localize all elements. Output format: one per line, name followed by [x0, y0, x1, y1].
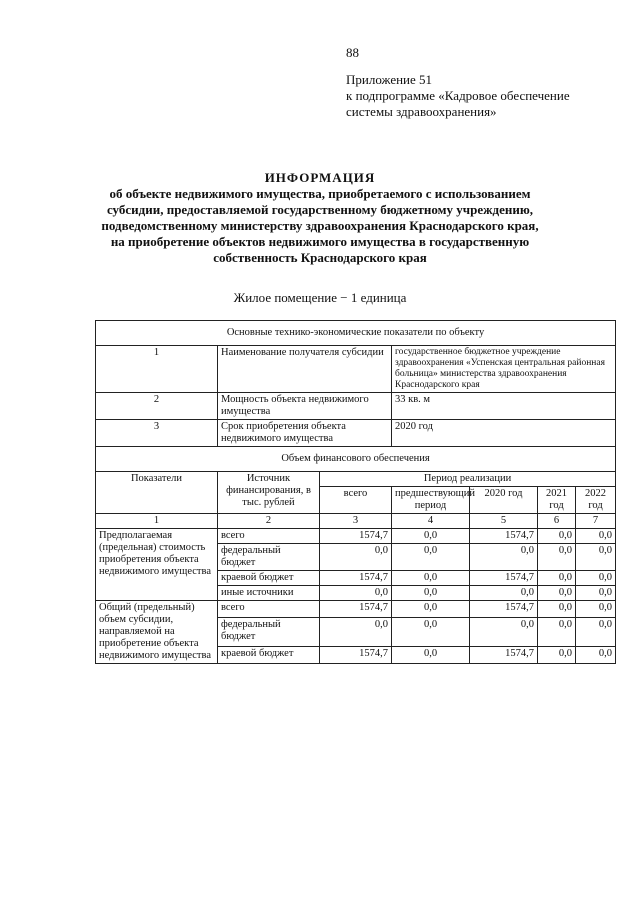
finance-row — [96, 529, 616, 544]
finance-2022: 0,0 — [576, 586, 616, 601]
finance-total: 1574,7 — [320, 529, 392, 544]
indicator-value: государственное бюджетное учреждение здравоохранения «Успенская центральная районная больница» министерства здравоохранения Краснодарского края — [392, 346, 616, 393]
column-number: 1 — [96, 514, 218, 529]
header-indicators: Показатели — [96, 472, 218, 514]
finance-total: 1574,7 — [320, 571, 392, 586]
indicator-row — [96, 393, 616, 420]
title-line: об объекте недвижимого имущества, приобретаемого с использованием — [109, 186, 531, 201]
column-number: 7 — [576, 514, 616, 529]
finance-total: 0,0 — [320, 586, 392, 601]
finance-2020: 1574,7 — [470, 647, 538, 664]
title-line: подведомственному министерству здравоохранения Краснодарского края, — [101, 218, 539, 233]
column-numbers-row — [96, 514, 616, 529]
title-line: субсидии, предоставляемой государственному бюджетному учреждению, — [106, 202, 534, 217]
finance-previous: 0,0 — [392, 601, 470, 618]
finance-total: 0,0 — [320, 544, 392, 571]
indicator-number: 3 — [96, 420, 218, 447]
finance-2022: 0,0 — [576, 544, 616, 571]
indicator-name: Срок приобретения объекта недвижимого имущества — [218, 420, 392, 447]
appendix-line: системы здравоохранения» — [346, 104, 497, 119]
finance-source: всего — [218, 601, 320, 618]
page-number: 88 — [346, 45, 359, 60]
indicator-number: 2 — [96, 393, 218, 420]
header-2022: 2022 год — [576, 487, 616, 514]
appendix-line: к подпрограмме «Кадровое обеспечение — [346, 88, 570, 103]
finance-2020: 0,0 — [470, 544, 538, 571]
finance-2021: 0,0 — [538, 601, 576, 618]
column-number: 4 — [392, 514, 470, 529]
finance-2020: 1574,7 — [470, 529, 538, 544]
header-previous: предшествующий период — [392, 487, 470, 514]
title-line: на приобретение объектов недвижимого имущества в государственную — [110, 234, 530, 249]
header-source: Источник финансирования, в тыс. рублей — [218, 472, 320, 514]
indicator-row — [96, 420, 616, 447]
column-number: 2 — [218, 514, 320, 529]
info-table — [95, 320, 616, 664]
finance-group-label: Общий (предельный) объем субсидии, направляемой на приобретение объекта недвижимого имущества — [96, 601, 218, 664]
header-period: Период реализации — [320, 472, 616, 487]
finance-source: иные источники — [218, 586, 320, 601]
section-header-finance: Объем финансового обеспечения — [96, 447, 616, 472]
finance-2020: 1574,7 — [470, 601, 538, 618]
finance-source: федеральный бюджет — [218, 617, 320, 647]
finance-2020: 0,0 — [470, 586, 538, 601]
title-line: собственность Краснодарского края — [213, 250, 427, 265]
finance-2021: 0,0 — [538, 647, 576, 664]
section-header-indicators: Основные технико-экономические показатели по объекту — [96, 321, 616, 346]
finance-previous: 0,0 — [392, 647, 470, 664]
header-2020: 2020 год — [470, 487, 538, 514]
indicator-value: 33 кв. м — [392, 393, 616, 420]
finance-source: краевой бюджет — [218, 571, 320, 586]
finance-2021: 0,0 — [538, 544, 576, 571]
finance-body — [96, 529, 616, 664]
indicator-row — [96, 346, 616, 393]
appendix-line: Приложение 51 — [346, 72, 433, 87]
finance-source: краевой бюджет — [218, 647, 320, 664]
finance-2022: 0,0 — [576, 571, 616, 586]
column-number: 6 — [538, 514, 576, 529]
finance-total: 0,0 — [320, 617, 392, 647]
document-title — [70, 170, 570, 266]
indicator-value: 2020 год — [392, 420, 616, 447]
finance-2020: 0,0 — [470, 617, 538, 647]
finance-2021: 0,0 — [538, 529, 576, 544]
indicator-number: 1 — [96, 346, 218, 393]
finance-2022: 0,0 — [576, 601, 616, 618]
finance-2022: 0,0 — [576, 529, 616, 544]
finance-source: федеральный бюджет — [218, 544, 320, 571]
indicator-name: Мощность объекта недвижимого имущества — [218, 393, 392, 420]
finance-2021: 0,0 — [538, 571, 576, 586]
column-number: 5 — [470, 514, 538, 529]
finance-total: 1574,7 — [320, 647, 392, 664]
title-main: ИНФОРМАЦИЯ — [264, 170, 376, 185]
finance-group-label: Предполагаемая (предельная) стоимость приобретения объекта недвижимого имущества — [96, 529, 218, 601]
finance-previous: 0,0 — [392, 529, 470, 544]
finance-previous: 0,0 — [392, 571, 470, 586]
finance-total: 1574,7 — [320, 601, 392, 618]
finance-2021: 0,0 — [538, 617, 576, 647]
header-2021: 2021 год — [538, 487, 576, 514]
finance-2022: 0,0 — [576, 647, 616, 664]
header-total: всего — [320, 487, 392, 514]
finance-previous: 0,0 — [392, 544, 470, 571]
indicator-name: Наименование получателя субсидии — [218, 346, 392, 393]
indicators-body — [96, 346, 616, 447]
finance-previous: 0,0 — [392, 617, 470, 647]
finance-2022: 0,0 — [576, 617, 616, 647]
document-subtitle: Жилое помещение − 1 единица — [233, 290, 407, 305]
finance-source: всего — [218, 529, 320, 544]
column-number: 3 — [320, 514, 392, 529]
finance-2021: 0,0 — [538, 586, 576, 601]
finance-previous: 0,0 — [392, 586, 470, 601]
appendix-note — [346, 72, 570, 120]
finance-row — [96, 601, 616, 618]
finance-2020: 1574,7 — [470, 571, 538, 586]
